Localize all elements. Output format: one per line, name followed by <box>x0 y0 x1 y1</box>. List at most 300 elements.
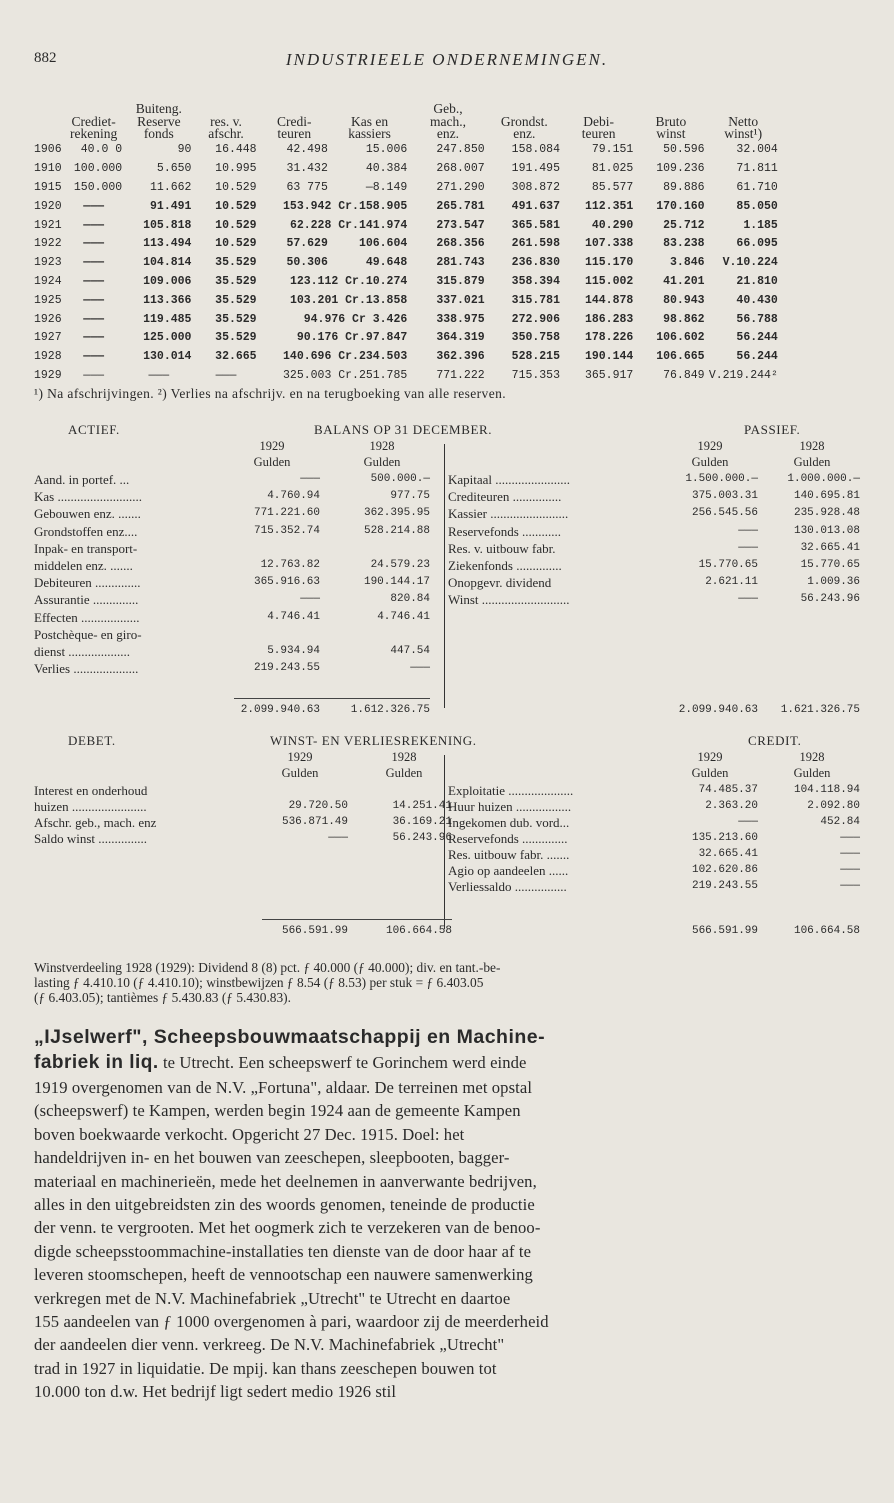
currency-b-right: Gulden <box>793 766 831 780</box>
table-cell: 62.228 Cr.141.974 <box>289 218 408 232</box>
year-a-right: 1929 <box>697 439 723 453</box>
row-year: 1920 <box>34 199 62 213</box>
row-year: 1927 <box>34 331 62 345</box>
left-row-label: dienst ................... <box>34 644 131 659</box>
currency-b-right: Gulden <box>793 455 831 469</box>
left-row-label: Aand. in portef. ... <box>34 472 130 487</box>
right-row-value-a: 32.665.41 <box>698 848 758 860</box>
table-cell: 109.236 <box>656 162 705 176</box>
right-row-label: Reservefonds .............. <box>448 831 568 846</box>
table-row <box>0 366 894 385</box>
table-cell: 265.781 <box>436 199 485 213</box>
table-cell: 10.529 <box>215 180 257 194</box>
table-cell: ——— <box>83 331 105 345</box>
table-cell: ——— <box>83 293 105 307</box>
table-cell: 272.906 <box>511 312 560 326</box>
table-cell: 365.581 <box>511 218 560 232</box>
table-cell: 191.495 <box>511 162 560 176</box>
left-row-value-b: 447.54 <box>390 645 430 657</box>
row-year: 1928 <box>34 350 62 364</box>
left-row-value-b: 4.746.41 <box>377 610 430 623</box>
total-rule <box>234 698 430 699</box>
currency-a-right: Gulden <box>691 766 729 780</box>
left-row-value-a: 4.760.94 <box>267 490 320 503</box>
year-b-left: 1928 <box>369 439 395 453</box>
right-row-value-a: 1.500.000.— <box>685 473 758 485</box>
row-year: 1925 <box>34 293 62 307</box>
right-row-value-a: 2.621.11 <box>705 576 758 589</box>
history-table-header <box>0 103 894 141</box>
currency-a-left: Gulden <box>281 766 319 780</box>
table-row <box>0 310 894 329</box>
left-row-label: Assurantie .............. <box>34 592 139 608</box>
right-row-label: Crediteuren ............... <box>448 489 562 505</box>
actief-heading: ACTIEF. <box>68 422 120 437</box>
company-line: 155 aandeelen van ƒ 1000 overgenomen à pari, waardoor zij de meerderheid <box>34 1312 549 1332</box>
column-header: res. v. afschr. <box>208 113 244 141</box>
table-row <box>0 197 894 216</box>
left-row-value-a: 715.352.74 <box>253 524 320 537</box>
right-row-value-b: ——— <box>840 864 860 876</box>
left-row-value-a: 29.720.50 <box>288 800 348 812</box>
table-cell: 10.995 <box>215 162 257 176</box>
table-cell: 56.244 <box>736 331 778 345</box>
right-row-value-b: 1.009.36 <box>807 576 860 589</box>
table-cell: 35.529 <box>215 331 257 345</box>
right-row-value-a: 256.545.56 <box>691 507 758 520</box>
table-cell: 109.006 <box>143 274 192 288</box>
right-row-value-a: ——— <box>738 524 758 537</box>
table-cell: ——— <box>83 274 105 288</box>
table-cell-spacer <box>780 159 894 178</box>
table-cell: 40.0 0 <box>80 143 123 157</box>
right-row-value-b: ——— <box>840 880 860 892</box>
table-cell: 104.814 <box>143 256 192 270</box>
table-cell-spacer <box>780 234 894 253</box>
table-cell: 80.943 <box>663 293 705 307</box>
table-cell: 140.696 Cr.234.503 <box>283 350 408 364</box>
pl-heading: WINST- EN VERLIESREKENING. <box>270 733 477 748</box>
table-cell: 35.529 <box>215 256 257 270</box>
table-cell: 76.849 <box>663 368 705 382</box>
total-rule <box>262 919 452 920</box>
table-cell: 315.879 <box>436 274 485 288</box>
row-year: 1921 <box>34 218 62 232</box>
balance-heading: BALANS OP 31 DECEMBER. <box>314 422 493 437</box>
table-cell: 153.942 Cr.158.905 <box>283 199 408 213</box>
table-cell: 3.846 <box>670 256 705 270</box>
right-row-value-b: 140.695.81 <box>793 490 860 503</box>
table-cell-spacer <box>780 197 894 216</box>
right-row-label: Res. uitbouw fabr. ....... <box>448 847 570 862</box>
table-cell: 106.602 <box>656 331 705 345</box>
table-cell: 50.306 <box>286 256 328 270</box>
left-row-value-a: 5.934.94 <box>267 645 320 657</box>
column-header: Crediet- rekening <box>70 113 118 141</box>
table-cell: ——— <box>215 368 237 382</box>
right-row-value-a: 375.003.31 <box>691 490 758 503</box>
left-row-label: Gebouwen enz. ....... <box>34 506 141 522</box>
right-row-value-b: 235.928.48 <box>793 507 860 520</box>
right-row-label: Kassier ........................ <box>448 506 569 522</box>
table-cell: 21.810 <box>736 274 778 288</box>
year-b-left: 1928 <box>391 750 417 764</box>
table-cell: 190.144 <box>584 350 634 364</box>
company-line-text: te Utrecht. Een scheepswerf te Gorinchem werd einde <box>158 1053 527 1072</box>
row-year: 1915 <box>34 180 62 194</box>
column-separator <box>444 755 445 929</box>
left-row-value-a: 365.916.63 <box>253 576 320 589</box>
table-cell: 115.170 <box>584 256 634 270</box>
left-row-value-a: 12.763.82 <box>260 559 320 571</box>
left-total-a: 566.591.99 <box>281 925 348 937</box>
table-cell: 32.004 <box>736 143 778 157</box>
table-cell: 106.665 <box>656 350 705 364</box>
year-a-right: 1929 <box>697 750 723 764</box>
company-body <box>34 1076 860 1404</box>
table-row <box>0 159 894 178</box>
left-row-label: Postchèque- en giro- <box>34 626 142 642</box>
table-cell: ——— <box>148 368 170 382</box>
table-row <box>0 328 894 347</box>
table-cell: 358.394 <box>511 274 560 288</box>
right-row-value-b: 452.84 <box>820 816 860 828</box>
table-cell: 119.485 <box>143 312 192 326</box>
right-total-a: 2.099.940.63 <box>678 704 758 716</box>
left-row-label: Inpak- en transport- <box>34 540 138 556</box>
balance-sheet <box>34 422 860 722</box>
left-row-value-a: ——— <box>300 593 320 606</box>
company-heading: „IJselwerf", Scheepsbouwmaatschappij en Machine- <box>34 1026 546 1048</box>
table-cell-spacer <box>780 347 894 366</box>
left-row-label: Grondstoffen enz.... <box>34 523 138 539</box>
table-cell: 83.238 <box>663 237 705 251</box>
row-year: 1923 <box>34 256 62 270</box>
right-total-b: 106.664.58 <box>793 925 860 937</box>
winstverdeeling-line: lasting ƒ 4.410.10 (ƒ 4.410.10); winstbewijzen ƒ 8.54 (ƒ 8.53) per stuk = ƒ 6.403.05 <box>34 975 484 990</box>
table-cell: 11.662 <box>150 180 192 194</box>
table-cell-spacer <box>780 141 894 160</box>
left-row-label: middelen enz. ....... <box>34 558 133 573</box>
company-heading-tail: fabriek in liq. <box>34 1052 159 1073</box>
right-row-value-b: 32.665.41 <box>800 541 860 554</box>
left-row-label: Effecten .................. <box>34 609 140 625</box>
table-cell: 364.319 <box>436 331 485 345</box>
company-line: der venn. te vergrooten. Met het oogmerk zich te verzekeren van de benoo- <box>34 1218 541 1238</box>
company-line: alles in den uitgebreidsten zin des woords genomen, teneinde de productie <box>34 1195 535 1215</box>
right-row-value-a: 2.363.20 <box>705 800 758 812</box>
table-cell: 491.637 <box>511 199 560 213</box>
year-b-right: 1928 <box>799 439 825 453</box>
company-line: materiaal en machinerieën, mede het deelnemen in aanverwante bedrijven, <box>34 1171 537 1191</box>
table-cell: 32.665 <box>215 350 257 364</box>
left-row-label: Kas .......................... <box>34 489 142 505</box>
table-cell: 308.872 <box>511 180 560 194</box>
column-header: Grondst. enz. <box>500 113 548 141</box>
table-cell-spacer <box>780 328 894 347</box>
right-row-label: Verliessaldo ................ <box>448 879 567 894</box>
company-line: boven boekwaarde verkocht. Opgericht 27 Dec. 1915. Doel: het <box>34 1124 465 1144</box>
left-row-value-b: 190.144.17 <box>363 576 430 589</box>
history-footnote: ¹) Na afschrijvingen. ²) Verlies na afschrijv. en na terugboeking van alle reserven. <box>34 386 507 401</box>
column-header: Kas en kassiers <box>348 113 391 141</box>
company-line <box>34 1050 860 1076</box>
table-cell: 85.577 <box>591 180 634 194</box>
left-row-value-b: 36.169.21 <box>392 816 452 828</box>
left-row-value-b: 820.84 <box>390 593 430 606</box>
table-cell: 63 775 <box>286 180 328 194</box>
row-year: 1910 <box>34 162 62 176</box>
left-row-label: Afschr. geb., mach. enz <box>34 815 157 830</box>
right-row-value-b: ——— <box>840 848 860 860</box>
table-cell: 25.712 <box>663 218 705 232</box>
left-row-value-a: ——— <box>300 473 320 485</box>
left-row-value-b: 56.243.96 <box>392 832 452 844</box>
table-cell: 715.353 <box>511 368 560 382</box>
table-cell: 144.878 <box>584 293 634 307</box>
table-cell: 56.788 <box>736 312 778 326</box>
table-cell: 105.818 <box>143 218 192 232</box>
table-cell: 94.976 Cr 3.426 <box>303 312 408 326</box>
left-total-b: 106.664.58 <box>385 925 452 937</box>
credit-heading: CREDIT. <box>748 733 802 748</box>
right-row-value-b: 1.000.000.— <box>787 473 860 485</box>
table-cell: 112.351 <box>584 199 634 213</box>
row-year: 1924 <box>34 274 62 288</box>
table-row <box>0 178 894 197</box>
row-year: 1922 <box>34 237 62 251</box>
table-cell: 261.598 <box>511 237 560 251</box>
table-row <box>0 291 894 310</box>
table-cell: V.10.224 <box>722 256 778 270</box>
right-row-value-a: ——— <box>738 816 758 828</box>
right-row-label: Ingekomen dub. vord... <box>448 815 570 830</box>
right-row-label: Reservefonds ............ <box>448 523 562 539</box>
right-row-value-b: ——— <box>840 832 860 844</box>
table-cell: 315.781 <box>511 293 560 307</box>
table-cell: 42.498 <box>286 143 328 157</box>
left-row-value-b: 24.579.23 <box>370 559 430 571</box>
right-row-value-a: ——— <box>738 541 758 554</box>
left-row-label: Debiteuren .............. <box>34 575 141 591</box>
table-cell: 71.811 <box>736 162 778 176</box>
table-cell: 35.529 <box>215 274 257 288</box>
row-year: 1929 <box>34 368 62 382</box>
right-row-value-a: 102.620.86 <box>691 864 758 876</box>
table-cell: 10.529 <box>215 237 257 251</box>
table-cell: 5.650 <box>156 162 192 176</box>
table-cell: 35.529 <box>215 293 257 307</box>
table-cell: 528.215 <box>511 350 560 364</box>
winstverdeeling-line: Winstverdeeling 1928 (1929): Dividend 8 (8) pct. ƒ 40.000 (ƒ 40.000); div. en tant.-be- <box>34 960 501 975</box>
left-row-label: Interest en onderhoud <box>34 783 148 798</box>
table-cell: 106.604 <box>358 237 408 251</box>
table-cell: 113.494 <box>143 237 192 251</box>
right-row-label: Agio op aandeelen ...... <box>448 863 569 878</box>
winstverdeeling-line: (ƒ 6.403.05); tantièmes ƒ 5.430.83 (ƒ 5.430.83). <box>34 990 291 1005</box>
table-cell: 178.226 <box>584 331 634 345</box>
table-cell: 50.596 <box>663 143 705 157</box>
left-row-label: huizen ....................... <box>34 799 147 814</box>
table-row <box>0 272 894 291</box>
left-row-value-b: 362.395.95 <box>363 507 430 520</box>
table-cell: 247.850 <box>436 143 485 157</box>
table-cell: 771.222 <box>436 368 485 382</box>
table-cell: 273.547 <box>436 218 485 232</box>
table-cell: 268.356 <box>436 237 485 251</box>
right-row-value-a: ——— <box>738 593 758 606</box>
left-row-value-a: 536.871.49 <box>281 816 348 828</box>
table-cell: 170.160 <box>656 199 705 213</box>
table-cell-spacer <box>780 366 894 385</box>
table-cell: 150.000 <box>73 180 123 194</box>
company-line: handeldrijven in- en het bouwen van zeeschepen, sleepbooten, bagger- <box>34 1148 510 1168</box>
table-cell: 66.095 <box>736 237 778 251</box>
column-header: Bruto winst <box>655 113 687 141</box>
right-row-value-b: 2.092.80 <box>807 800 860 812</box>
company-line: trad in 1927 in liquidatie. De mpij. kan thans zeeschepen bouwen tot <box>34 1358 497 1378</box>
right-row-label: Onopgevr. dividend <box>448 575 552 591</box>
table-cell: 40.290 <box>591 218 634 232</box>
left-row-value-b: 14.251.41 <box>392 800 452 812</box>
row-year: 1906 <box>34 143 62 157</box>
table-cell: 338.975 <box>436 312 485 326</box>
currency-a-right: Gulden <box>691 455 729 469</box>
column-header-spacer <box>780 103 894 141</box>
right-row-label: Winst ........................... <box>448 592 570 608</box>
year-a-left: 1929 <box>259 439 285 453</box>
pl-title <box>34 733 860 751</box>
column-header: Debi- teuren <box>581 113 616 141</box>
table-cell: —8.149 <box>365 180 408 194</box>
table-cell: V.219.244² <box>708 368 778 382</box>
right-row-label: Res. v. uitbouw fabr. <box>448 540 556 556</box>
table-cell: 31.432 <box>286 162 328 176</box>
right-row-label: Kapitaal ....................... <box>448 472 571 487</box>
column-header: Netto winst¹) <box>724 113 763 141</box>
left-row-value-a: 219.243.55 <box>253 662 320 675</box>
right-row-label: Ziekenfonds .............. <box>448 558 562 573</box>
right-row-value-a: 15.770.65 <box>698 559 758 571</box>
table-cell-spacer <box>780 253 894 272</box>
right-row-label: Exploitatie .................... <box>448 783 574 798</box>
winstverdeeling <box>34 960 860 1005</box>
table-cell: 91.491 <box>150 199 192 213</box>
table-cell: ——— <box>83 218 105 232</box>
right-total-b: 1.621.326.75 <box>780 704 860 716</box>
table-cell: 123.112 Cr.10.274 <box>289 274 408 288</box>
company-line: leveren stoomschepen, heeft de vennootschap een nauwere samenwerking <box>34 1265 533 1285</box>
table-cell: 186.283 <box>584 312 634 326</box>
table-cell: 89.886 <box>663 180 705 194</box>
table-cell: ——— <box>83 199 105 213</box>
right-row-value-b: 56.243.96 <box>800 593 860 606</box>
table-cell: ——— <box>83 237 105 251</box>
table-cell: 100.000 <box>73 162 123 176</box>
column-header <box>0 103 63 141</box>
company-line: 10.000 ton d.w. Het bedrijf ligt sedert medio 1926 stil <box>34 1382 397 1402</box>
passief-heading: PASSIEF. <box>744 422 801 437</box>
table-cell: 98.862 <box>663 312 705 326</box>
column-header: Buiteng. Reserve fonds <box>135 101 182 141</box>
left-row-value-b: ——— <box>410 662 430 675</box>
left-row-value-a: ——— <box>328 832 348 844</box>
left-row-label: Verlies .................... <box>34 661 139 677</box>
table-row <box>0 216 894 235</box>
table-cell: 158.084 <box>511 143 560 157</box>
table-cell: 236.830 <box>511 256 560 270</box>
table-cell: 325.003 Cr.251.785 <box>283 368 408 382</box>
table-cell: 57.629 <box>286 237 328 251</box>
table-cell: ——— <box>83 350 105 364</box>
currency-b-left: Gulden <box>363 455 401 469</box>
left-total-b: 1.612.326.75 <box>350 704 430 716</box>
table-cell: 90 <box>177 143 192 157</box>
company-line: digde scheepsstoommachine-installaties ten dienste van de door haar af te <box>34 1241 532 1261</box>
left-row-value-b: 500.000.— <box>370 473 430 485</box>
table-cell: 103.201 Cr.13.858 <box>289 293 408 307</box>
left-row-label: Saldo winst ............... <box>34 831 148 846</box>
right-row-value-b: 104.118.94 <box>793 784 860 796</box>
currency-b-left: Gulden <box>385 766 423 780</box>
table-cell-spacer <box>780 216 894 235</box>
right-row-value-b: 130.013.08 <box>793 524 860 537</box>
table-cell: 130.014 <box>143 350 192 364</box>
table-cell: 79.151 <box>591 143 634 157</box>
table-cell: 115.002 <box>584 274 634 288</box>
table-cell-spacer <box>780 310 894 329</box>
table-cell: 1.185 <box>743 218 778 232</box>
table-cell: 35.529 <box>215 312 257 326</box>
table-cell: 10.529 <box>215 218 257 232</box>
right-total-a: 566.591.99 <box>691 925 758 937</box>
column-header: Geb., mach., enz. <box>429 101 466 141</box>
table-cell: 268.007 <box>436 162 485 176</box>
table-row <box>0 141 894 160</box>
history-table <box>0 103 894 385</box>
left-row-value-a: 4.746.41 <box>267 610 320 623</box>
table-cell-spacer <box>780 291 894 310</box>
table-cell: 113.366 <box>143 293 192 307</box>
left-row-value-b: 528.214.88 <box>363 524 430 537</box>
right-row-value-b: 15.770.65 <box>800 559 860 571</box>
right-row-value-a: 135.213.60 <box>691 832 758 844</box>
table-cell: ——— <box>83 368 105 382</box>
running-title: INDUSTRIEELE ONDERNEMINGEN. <box>285 50 609 69</box>
profit-loss-account <box>34 733 860 943</box>
table-cell: 49.648 <box>365 256 408 270</box>
row-year: 1926 <box>34 312 62 326</box>
table-cell: 337.021 <box>436 293 485 307</box>
table-cell: 10.529 <box>215 199 257 213</box>
company-entry <box>34 1024 860 1404</box>
table-cell: 362.396 <box>436 350 485 364</box>
table-cell: 271.290 <box>436 180 485 194</box>
table-cell-spacer <box>780 178 894 197</box>
table-row <box>0 347 894 366</box>
year-a-left: 1929 <box>287 750 313 764</box>
table-cell: 16.448 <box>215 143 257 157</box>
currency-a-left: Gulden <box>253 455 291 469</box>
table-row <box>0 253 894 272</box>
table-cell: 40.384 <box>365 162 408 176</box>
table-cell: 125.000 <box>143 331 192 345</box>
right-row-value-a: 74.485.37 <box>698 784 758 796</box>
page-header <box>34 50 860 72</box>
table-cell: 281.743 <box>436 256 485 270</box>
left-row-value-b: 977.75 <box>390 490 430 503</box>
right-row-label: Huur huizen ................. <box>448 799 572 814</box>
